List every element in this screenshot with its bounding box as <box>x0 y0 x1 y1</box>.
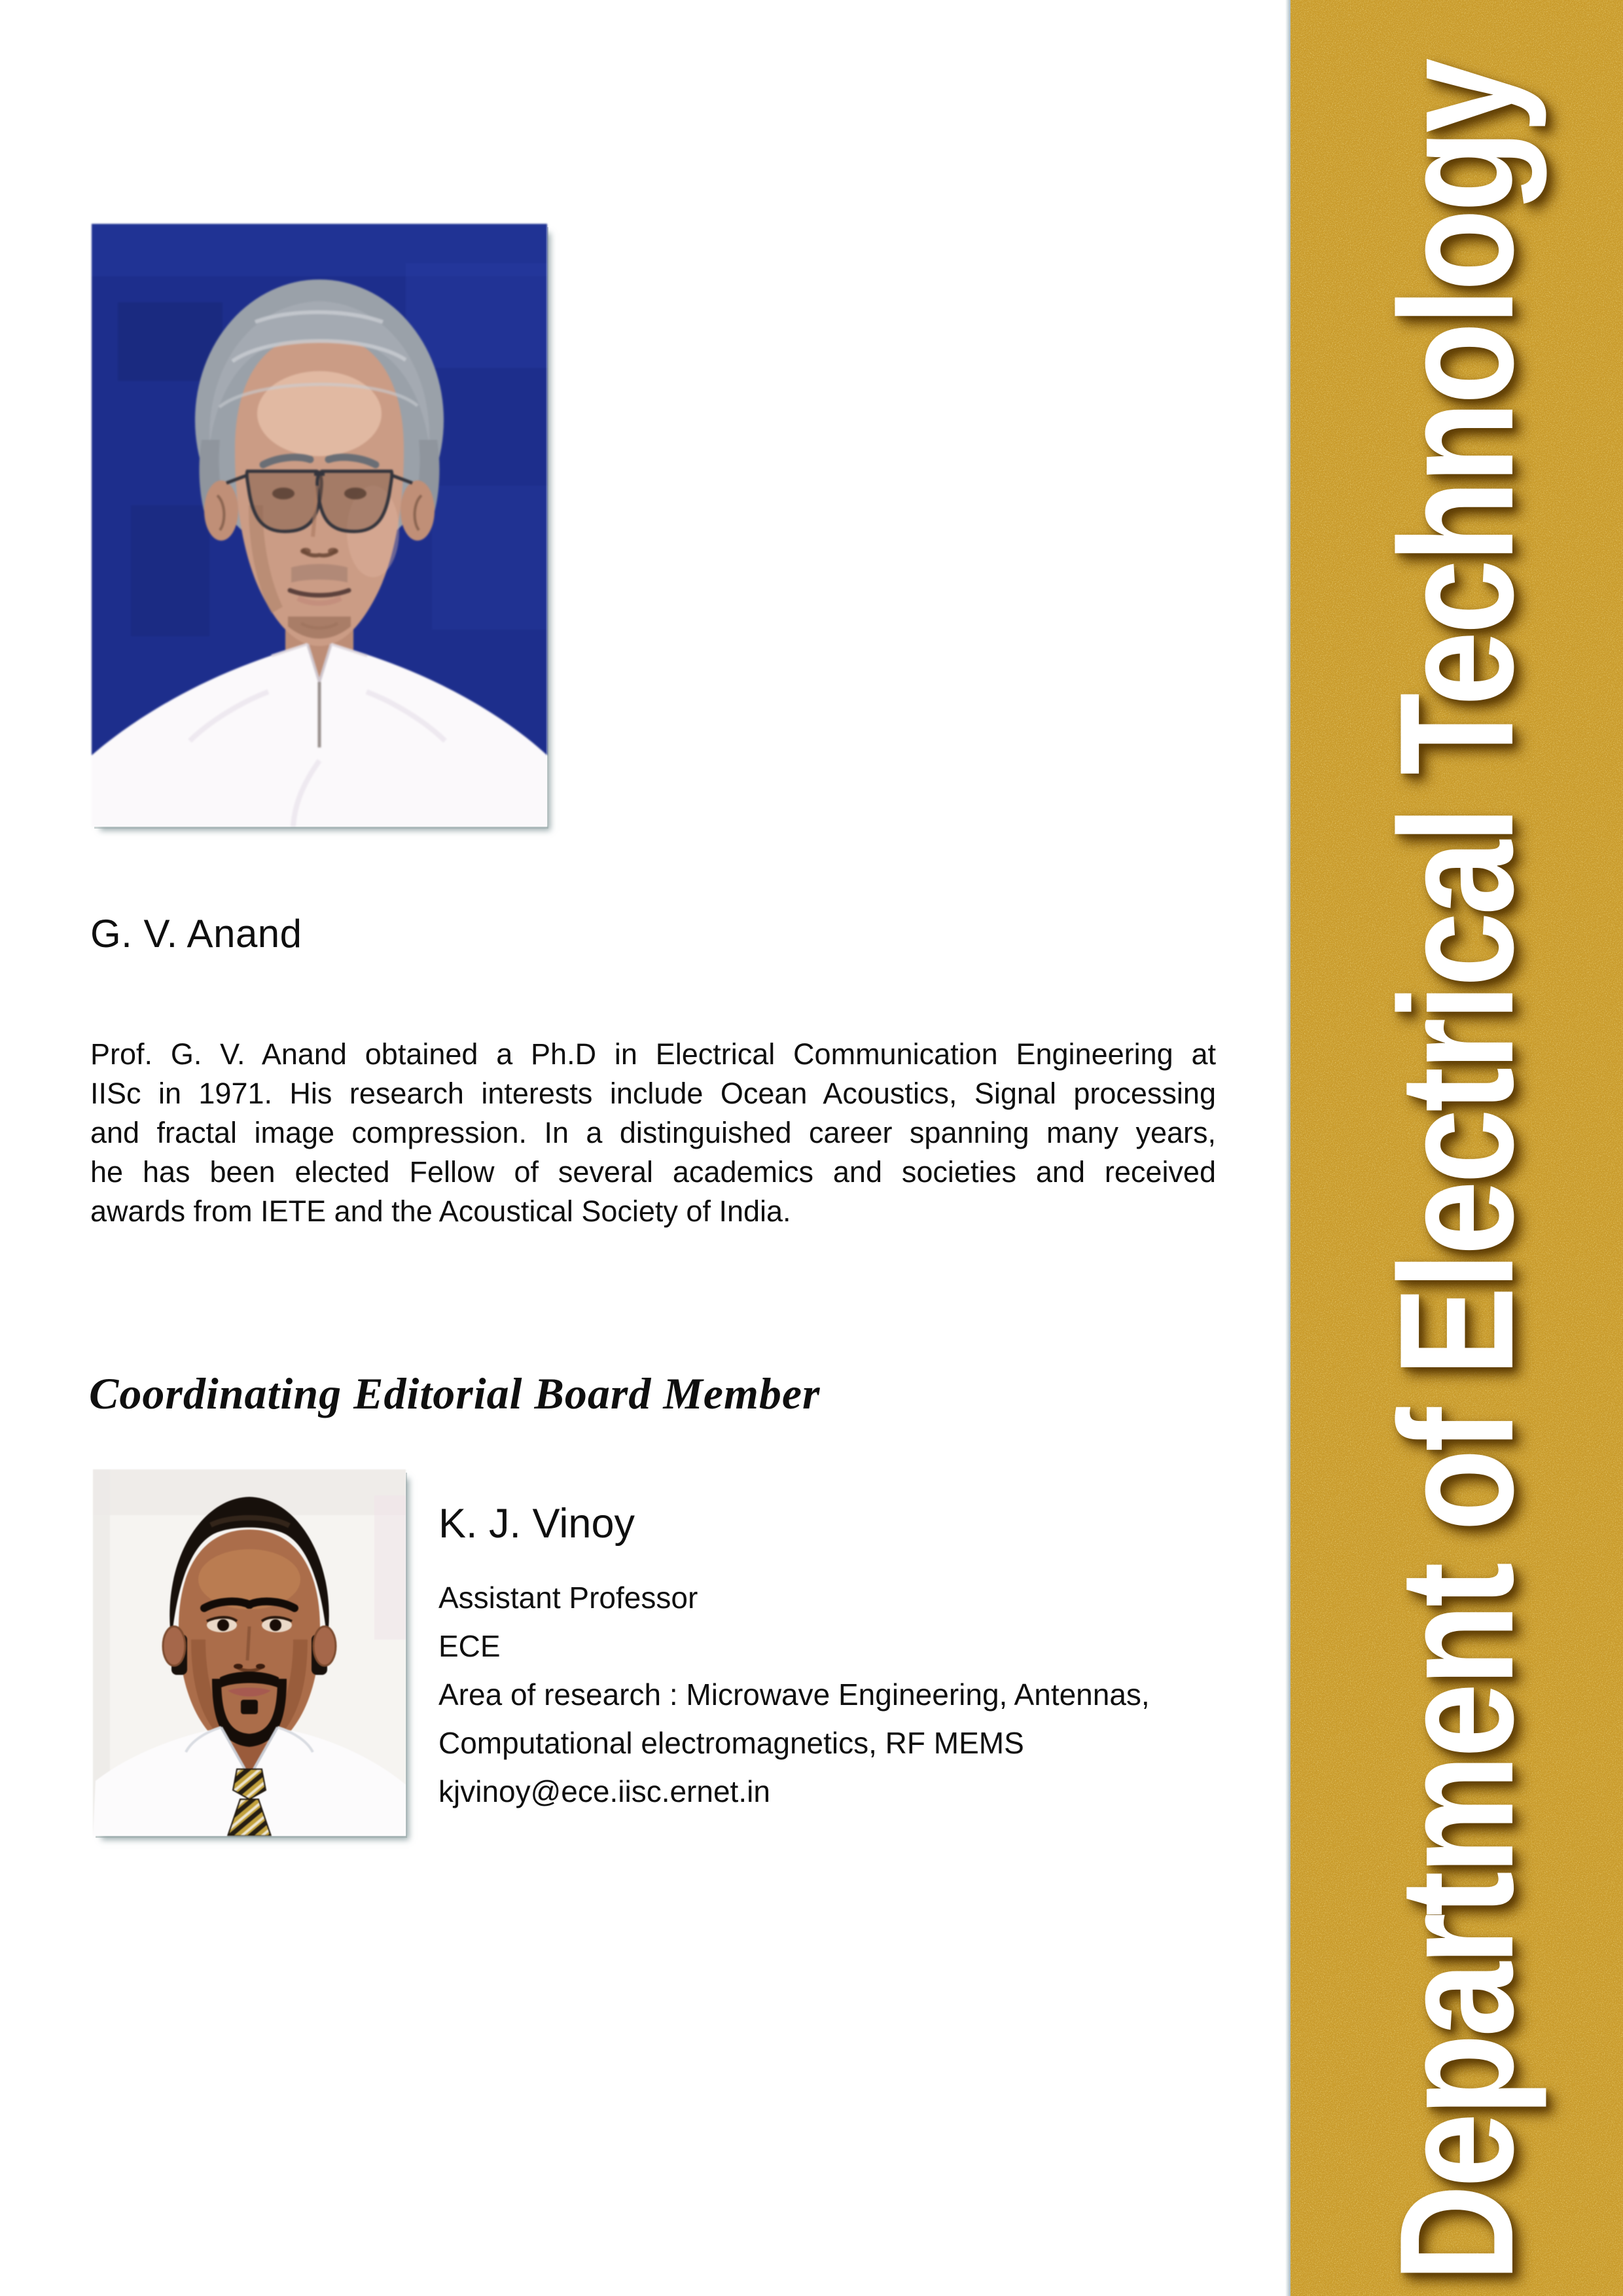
profile2-email: kjvinoy@ece.iisc.ernet.in <box>438 1774 770 1808</box>
portrait-photo-kj-vinoy <box>93 1469 406 1836</box>
bio-line: IISc in 1971. His research interests include Ocean Acoustics, Signal processing <box>90 1077 1216 1110</box>
profile2-research-line: Computational electromagnetics, RF MEMS <box>438 1726 1024 1760</box>
bio-line: Prof. G. V. Anand obtained a Ph.D in Electrical Communication Engineering at <box>90 1037 1216 1071</box>
banner-title: Department of Electrical Technology <box>1365 61 1548 2282</box>
bio-line: awards from IETE and the Acoustical Society of India. <box>90 1194 791 1228</box>
profile1-name: G. V. Anand <box>90 912 302 956</box>
section-heading: Coordinating Editorial Board Member <box>89 1369 821 1418</box>
side-banner <box>1291 0 1623 2296</box>
bio-line: and fractal image compression. In a distinguished career spanning many years, <box>90 1116 1216 1149</box>
bio-line: he has been elected Fellow of several academics and societies and received <box>90 1155 1216 1189</box>
kj-vinoy-portrait-illustration <box>93 1469 406 1836</box>
portrait-photo-gv-anand <box>92 224 547 827</box>
profile2-info <box>438 1573 1150 1816</box>
profile2-research-line: Area of research : Microwave Engineering, Antennas, <box>438 1677 1150 1712</box>
gv-anand-portrait-illustration <box>92 224 547 827</box>
profile1-bio <box>90 1035 1216 1231</box>
profile2-department: ECE <box>438 1629 501 1663</box>
profile2-title: Assistant Professor <box>438 1581 698 1615</box>
profile2-name: K. J. Vinoy <box>438 1501 635 1547</box>
